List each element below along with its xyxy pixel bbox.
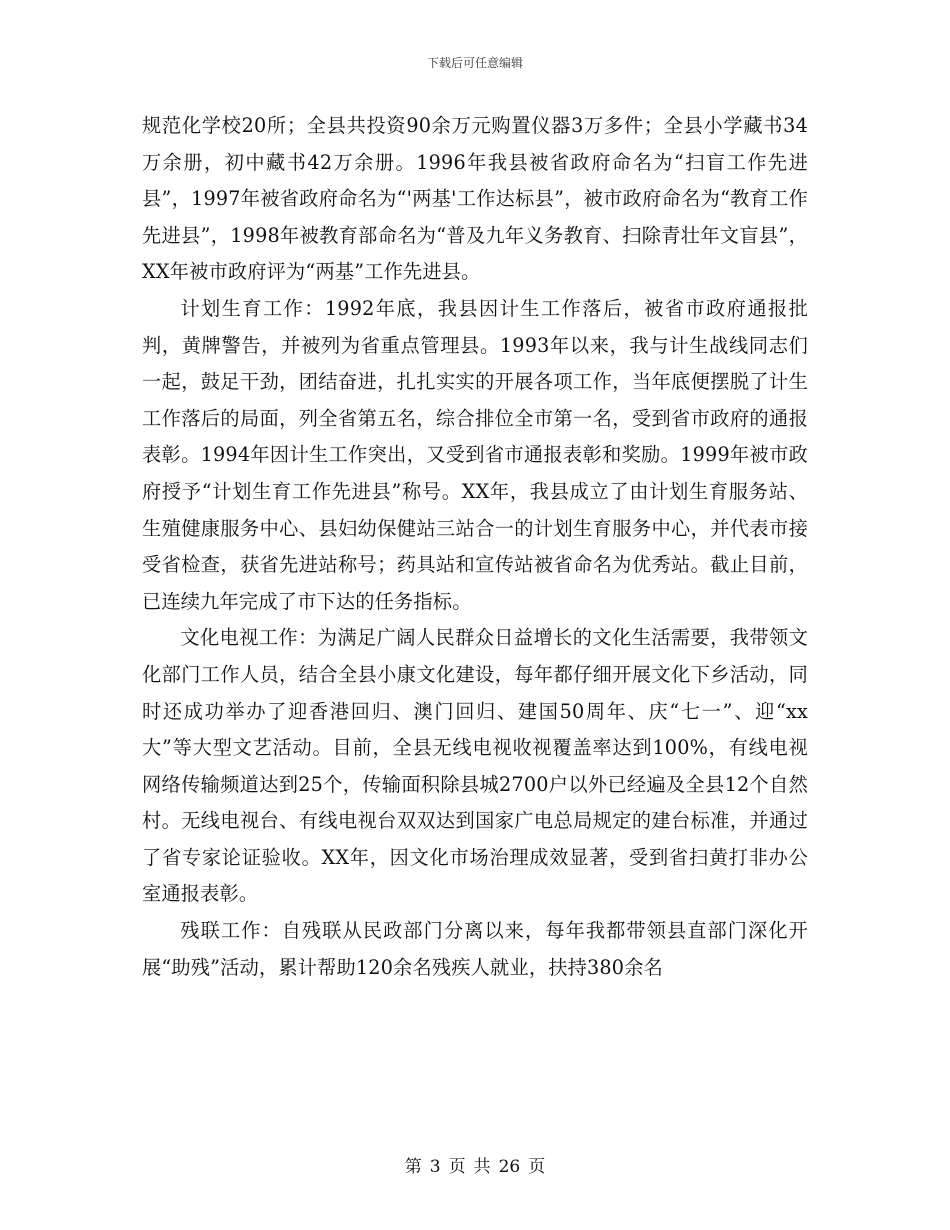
footer-label-page: 页	[448, 1157, 466, 1177]
paragraph-culture-tv: 文化电视工作：为满足广阔人民群众日益增长的文化生活需要，我带领文化部门工作人员，结合全县小康文化建设，每年都仔细开展文化下乡活动，同时还成功举办了迎香港回归、澳门回归、建国50周年、庆“七一”、迎“xx大”等大型文艺活动。目前，全县无线电视收视覆盖率达到100%，有线电视网络传输频道达到25个，传输面积除县城2700户以外已经遍及全县12个自然村。无线电视台、有线电视台双双达到国家广电总局规定的建台标准，并通过了省专家论证验收。XX年，因文化市场治理成效显著，受到省扫黄打非办公室通报表彰。	[142, 626, 808, 906]
footer-label-total: 共	[473, 1157, 491, 1177]
footer-label-after: 页	[528, 1157, 546, 1177]
page-footer	[0, 1152, 950, 1177]
paragraph-disabled-federation: 残联工作：自残联从民政部门分离以来，每年我都带领县直部门深化开展“助残”活动，累计帮助120余名残疾人就业，扶持380余名	[142, 919, 808, 979]
paragraph-family-planning: 计划生育工作：1992年底，我县因计生工作落后，被省市政府通报批判，黄牌警告，并被列为省重点管理县。1993年以来，我与计生战线同志们一起，鼓足干劲，团结奋进，扎扎实实的开展各项工作，当年底便摆脱了计生工作落后的局面，列全省第五名，综合排位全市第一名，受到省市政府的通报表彰。1994年因计生工作突出，又受到省市通报表彰和奖励。1999年被市政府授予“计划生育工作先进县”称号。XX年，我县成立了由计划生育服务站、生殖健康服务中心、县妇幼保健站三站合一的计划生育服务中心，并代表市接受省检查，获省先进站称号；药具站和宣传站被省命名为优秀站。截止目前，已连续九年完成了市下达的任务指标。	[142, 296, 808, 613]
footer-label-before: 第	[404, 1157, 422, 1177]
document-body	[142, 108, 808, 986]
footer-total-pages: 26	[498, 1157, 521, 1177]
footer-current-page: 3	[429, 1157, 441, 1177]
page-header-note: 下载后可任意编辑	[426, 56, 523, 70]
paragraph-education-continued: 规范化学校20所；全县共投资90余万元购置仪器3万多件；全县小学藏书34万余册，初中藏书42万余册。1996年我县被省政府命名为“扫盲工作先进县”，1997年被省政府命名为“'两基'工作达标县”，被市政府命名为“教育工作先进县”，1998年被教育部命名为“普及九年义务教育、扫除青壮年文盲县”，XX年被市政府评为“两基”工作先进县。	[142, 114, 808, 284]
